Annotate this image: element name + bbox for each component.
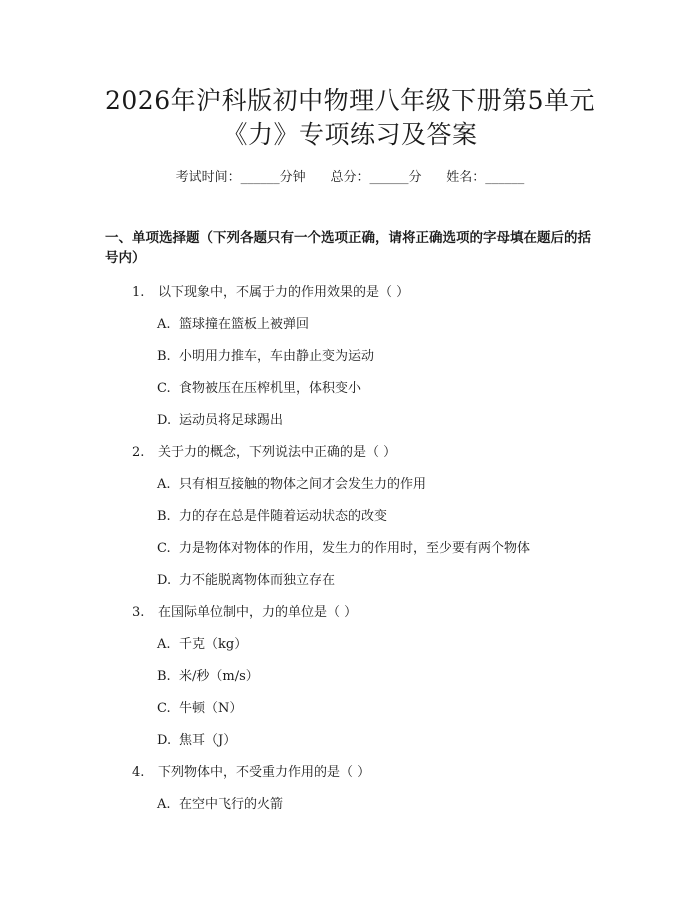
option-1b <box>157 347 374 367</box>
option-2b <box>157 507 387 527</box>
option-letter: A. <box>157 797 171 812</box>
option-3c <box>157 699 242 719</box>
question-number: 1. <box>132 285 145 300</box>
option-text: 千克（kg） <box>179 637 248 652</box>
option-1d <box>157 411 283 431</box>
exam-meta <box>0 168 700 188</box>
option-letter: D. <box>157 413 172 428</box>
question-number: 2. <box>132 445 145 460</box>
option-text: 运动员将足球踢出 <box>179 413 284 428</box>
option-text: 力是物体对物体的作用，发生力的作用时，至少要有两个物体 <box>179 541 531 556</box>
question-number: 4. <box>132 765 145 780</box>
question-4 <box>132 763 370 783</box>
question-stem: 下列物体中，不受重力作用的是（ ） <box>158 765 371 780</box>
option-2d <box>157 571 335 591</box>
option-4a <box>157 795 283 815</box>
option-text: 米/秒（m/s） <box>179 669 259 684</box>
option-letter: A. <box>157 477 171 492</box>
option-letter: C. <box>157 541 171 556</box>
option-1c <box>157 379 361 399</box>
question-stem: 以下现象中，不属于力的作用效果的是（ ） <box>158 285 410 300</box>
page-title-line-1: 2026年沪科版初中物理八年级下册第5单元 <box>104 86 596 115</box>
question-2 <box>132 443 396 463</box>
option-text: 只有相互接触的物体之间才会发生力的作用 <box>179 477 427 492</box>
option-text: 小明用力推车，车由静止变为运动 <box>179 349 375 364</box>
option-text: 在空中飞行的火箭 <box>179 797 284 812</box>
question-number: 3. <box>132 605 145 620</box>
option-letter: A. <box>157 317 171 332</box>
option-text: 食物被压在压榨机里，体积变小 <box>179 381 362 396</box>
exam-time-field: 考试时间：______分钟 <box>175 170 306 185</box>
option-letter: D. <box>157 573 172 588</box>
option-letter: B. <box>157 349 171 364</box>
option-text: 力不能脱离物体而独立存在 <box>179 573 336 588</box>
option-3b <box>157 667 259 687</box>
option-1a <box>157 315 309 335</box>
option-2a <box>157 475 426 495</box>
option-3d <box>157 731 236 751</box>
option-letter: A. <box>157 637 171 652</box>
option-letter: C. <box>157 381 171 396</box>
total-score-field: 总分：______分 <box>330 170 422 185</box>
question-stem: 关于力的概念，下列说法中正确的是（ ） <box>158 445 397 460</box>
option-letter: C. <box>157 701 171 716</box>
question-stem: 在国际单位制中，力的单位是（ ） <box>158 605 358 620</box>
question-3 <box>132 603 357 623</box>
page-title-line-2: 《力》专项练习及答案 <box>222 120 478 149</box>
option-text: 力的存在总是伴随着运动状态的改变 <box>179 509 388 524</box>
option-letter: D. <box>157 733 172 748</box>
option-letter: B. <box>157 669 171 684</box>
option-text: 篮球撞在篮板上被弹回 <box>179 317 310 332</box>
option-text: 牛顿（N） <box>179 701 243 716</box>
section-heading: 一、单项选择题（下列各题只有一个选项正确，请将正确选项的字母填在题后的括号内） <box>105 230 591 266</box>
option-letter: B. <box>157 509 171 524</box>
option-3a <box>157 635 247 655</box>
option-text: 焦耳（J） <box>179 733 237 748</box>
option-2c <box>157 539 530 559</box>
name-field: 姓名：______ <box>446 170 525 185</box>
question-1 <box>132 283 409 303</box>
